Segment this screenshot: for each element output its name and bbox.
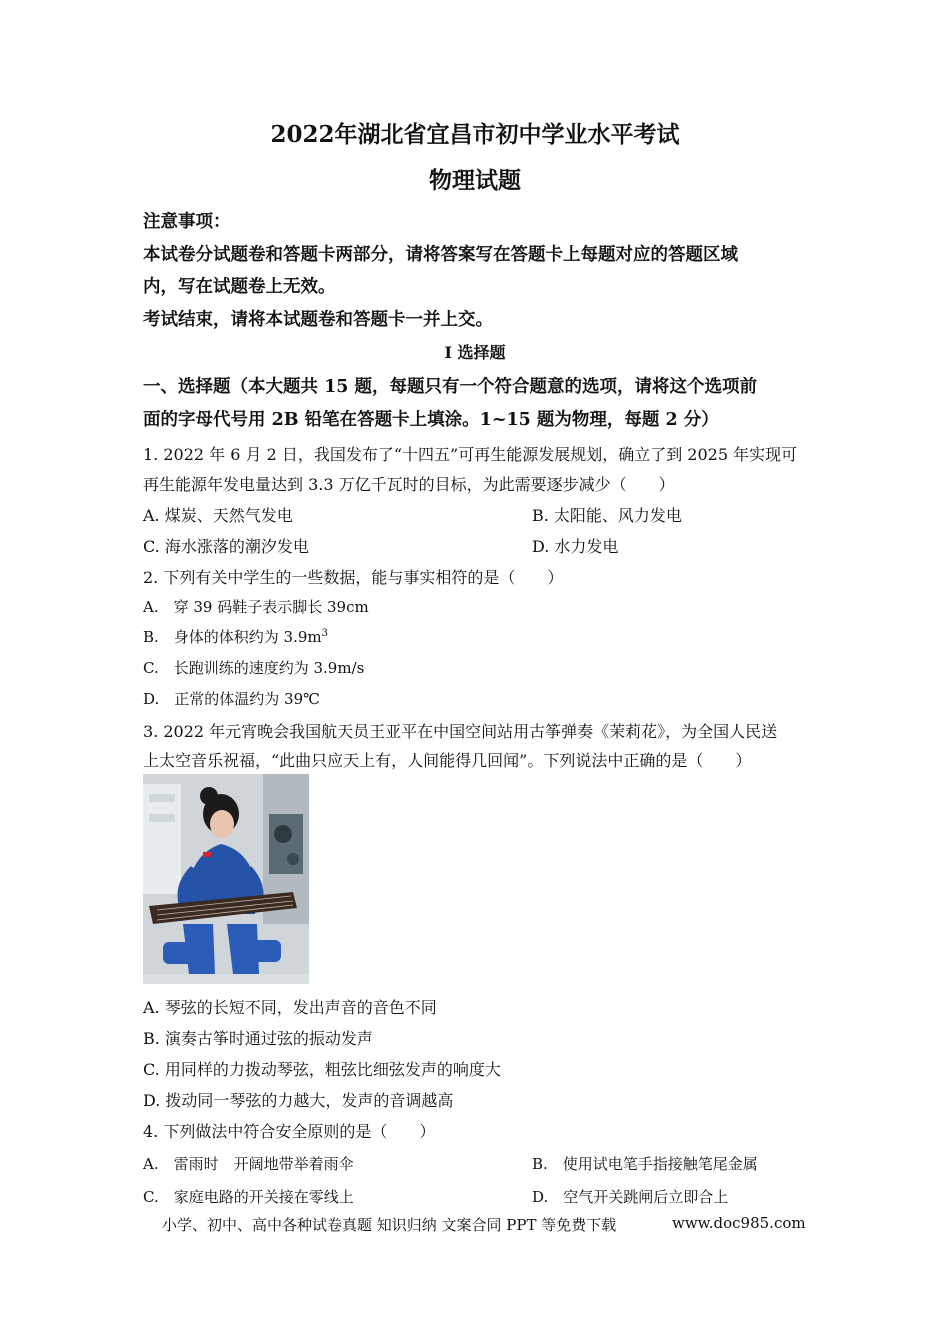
notice-line-3: 考试结束，请将本试题卷和答题卡一并上交。 xyxy=(143,310,493,330)
q3-option-d: D. 拨动同一琴弦的力越大，发声的音调越高 xyxy=(143,1091,454,1110)
exam-subtitle: 物理试题 xyxy=(429,167,521,194)
q1-stem-line-1: 1. 2022 年 6 月 2 日，我国发布了“十四五”可再生能源发展规划，确立了到 2025 年实现可 xyxy=(143,445,798,464)
section-label: I 选择题 xyxy=(444,343,506,362)
q2-option-b-superscript: 3 xyxy=(321,628,329,639)
notice-heading: 注意事项： xyxy=(143,212,231,232)
q1-option-d: D. 水力发电 xyxy=(532,537,619,556)
q3-option-c: C. 用同样的力拨动琴弦，粗弦比细弦发声的响度大 xyxy=(143,1060,501,1079)
astronaut-guzheng-photo xyxy=(143,774,309,984)
q3-option-a: A. 琴弦的长短不同，发出声音的音色不同 xyxy=(143,998,437,1017)
q3-option-b: B. 演奏古筝时通过弦的振动发声 xyxy=(143,1029,373,1048)
astronaut-illustration xyxy=(143,774,309,984)
q1-option-a: A. 煤炭、天然气发电 xyxy=(143,506,293,525)
q3-stem-line-1: 3. 2022 年元宵晚会我国航天员王亚平在中国空间站用古筝弹奏《茉莉花》，为全国人民送 xyxy=(143,722,778,741)
exam-title: 2022年湖北省宜昌市初中学业水平考试 xyxy=(270,121,680,148)
q1-option-c: C. 海水涨落的潮汐发电 xyxy=(143,537,309,556)
q4-stem: 4. 下列做法中符合安全原则的是（ ） xyxy=(143,1122,436,1141)
q4-option-a: A. 雷雨时 开阔地带举着雨伞 xyxy=(143,1155,354,1173)
q2-option-c: C. 长跑训练的速度约为 3.9m/s xyxy=(143,659,365,677)
q4-option-b: B. 使用试电笔手指接触笔尾金属 xyxy=(532,1155,758,1173)
q2-option-a: A. 穿 39 码鞋子表示脚长 39cm xyxy=(143,598,369,616)
q2-option-d: D. 正常的体温约为 39℃ xyxy=(143,690,320,708)
q3-stem-line-2: 上太空音乐祝福，“此曲只应天上有，人间能得几回闻”。下列说法中正确的是（ ） xyxy=(143,751,752,770)
q2-option-b: B. 身体的体积约为 $3.9m^3$ xyxy=(143,628,329,646)
q4-option-c: C. 家庭电路的开关接在零线上 xyxy=(143,1188,354,1206)
notice-line-2: 内，写在试题卷上无效。 xyxy=(143,277,336,297)
q4-option-d: D. 空气开关跳闸后立即合上 xyxy=(532,1188,729,1206)
q2-stem: 2. 下列有关中学生的一些数据，能与事实相符的是（ ） xyxy=(143,568,564,587)
footer-text: 小学、初中、高中各种试卷真题 知识归纳 文案合同 PPT 等免费下载 xyxy=(162,1216,617,1234)
footer-url[interactable]: www.doc985.com xyxy=(672,1214,806,1232)
section-instructions-2: 面的字母代号用 2B 铅笔在答题卡上填涂。1~15 题为物理，每题 2 分） xyxy=(143,410,719,430)
notice-line-1: 本试卷分试题卷和答题卡两部分，请将答案写在答题卡上每题对应的答题区域 xyxy=(143,245,738,265)
section-instructions-1: 一、选择题（本大题共 15 题，每题只有一个符合题意的选项，请将这个选项前 xyxy=(143,377,758,397)
q1-option-b: B. 太阳能、风力发电 xyxy=(532,506,682,525)
q1-stem-line-2: 再生能源年发电量达到 3.3 万亿千瓦时的目标，为此需要逐步减少（ ） xyxy=(143,475,675,494)
